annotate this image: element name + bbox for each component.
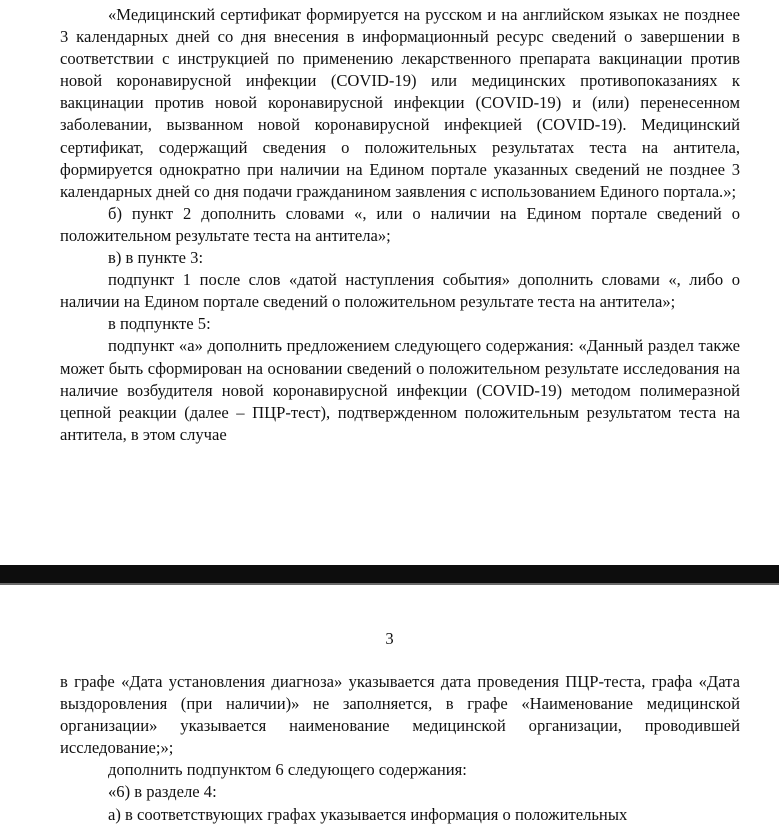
page-break-bar: [0, 565, 779, 583]
paragraph-add-subitem-6: дополнить подпунктом 6 следующего содержания:: [108, 760, 467, 780]
upper-page-text: [60, 4, 740, 446]
paragraph-subitem-5: в подпункте 5:: [108, 314, 211, 334]
paragraph-item-b: б) пункт 2 дополнить словами «, или о наличии на Едином портале сведений о положительном результате теста на антитела»;: [60, 203, 740, 245]
paragraph-item-a: а) в соответствующих графах указывается информация о положительных: [108, 804, 628, 824]
lower-page-text: [60, 671, 740, 826]
paragraph-item-v: в) в пункте 3:: [108, 248, 204, 268]
paragraph-certificate-formation: «Медицинский сертификат формируется на русском и на английском языках не позднее 3 календарных дней со дня внесения в информационный ресурс сведений о завершении в соответствии с инструкцией по применению лекарственного препарата вакцинации против новой коронавирусной инфекции (COVID-19) или медицинских противопоказаниях к вакцинации против новой коронавирусной инфекции (COVID-19) и (или) перенесенном заболевании, вызванном новой коронавирусной инфекцией (COVID-19). Медицинский сертификат, содержащий сведения о положительных результатах теста на антитела, формируется однократно при наличии на Едином портале указанных сведений не позднее 3 календарных дней со дня подачи гражданином заявления с использованием Единого портала.»;: [60, 5, 740, 201]
paragraph-diagnosis-date: в графе «Дата установления диагноза» указывается дата проведения ПЦР-теста, графа «Дата выздоровления (при наличии)» не заполняется, в графе «Наименование медицинской организации» указывается наименование медицинской организации, проводившей исследование;»;: [60, 672, 740, 758]
page-number: 3: [385, 629, 394, 648]
paragraph-section-4: «6) в разделе 4:: [108, 782, 217, 802]
paragraph-subitem-1: подпункт 1 после слов «датой наступления события» дополнить словами «, либо о наличии на Едином портале сведений о положительном результате теста на антитела»;: [60, 270, 740, 312]
paragraph-subitem-a: подпункт «а» дополнить предложением следующего содержания: «Данный раздел также может быть сформирован на основании сведений о положительном результате исследования на наличие возбудителя новой коронавирусной инфекции (COVID-19) методом полимеразной цепной реакции (далее – ПЦР-тест), подтвержденном положительным результатом теста на антитела, в этом случае: [60, 336, 740, 444]
